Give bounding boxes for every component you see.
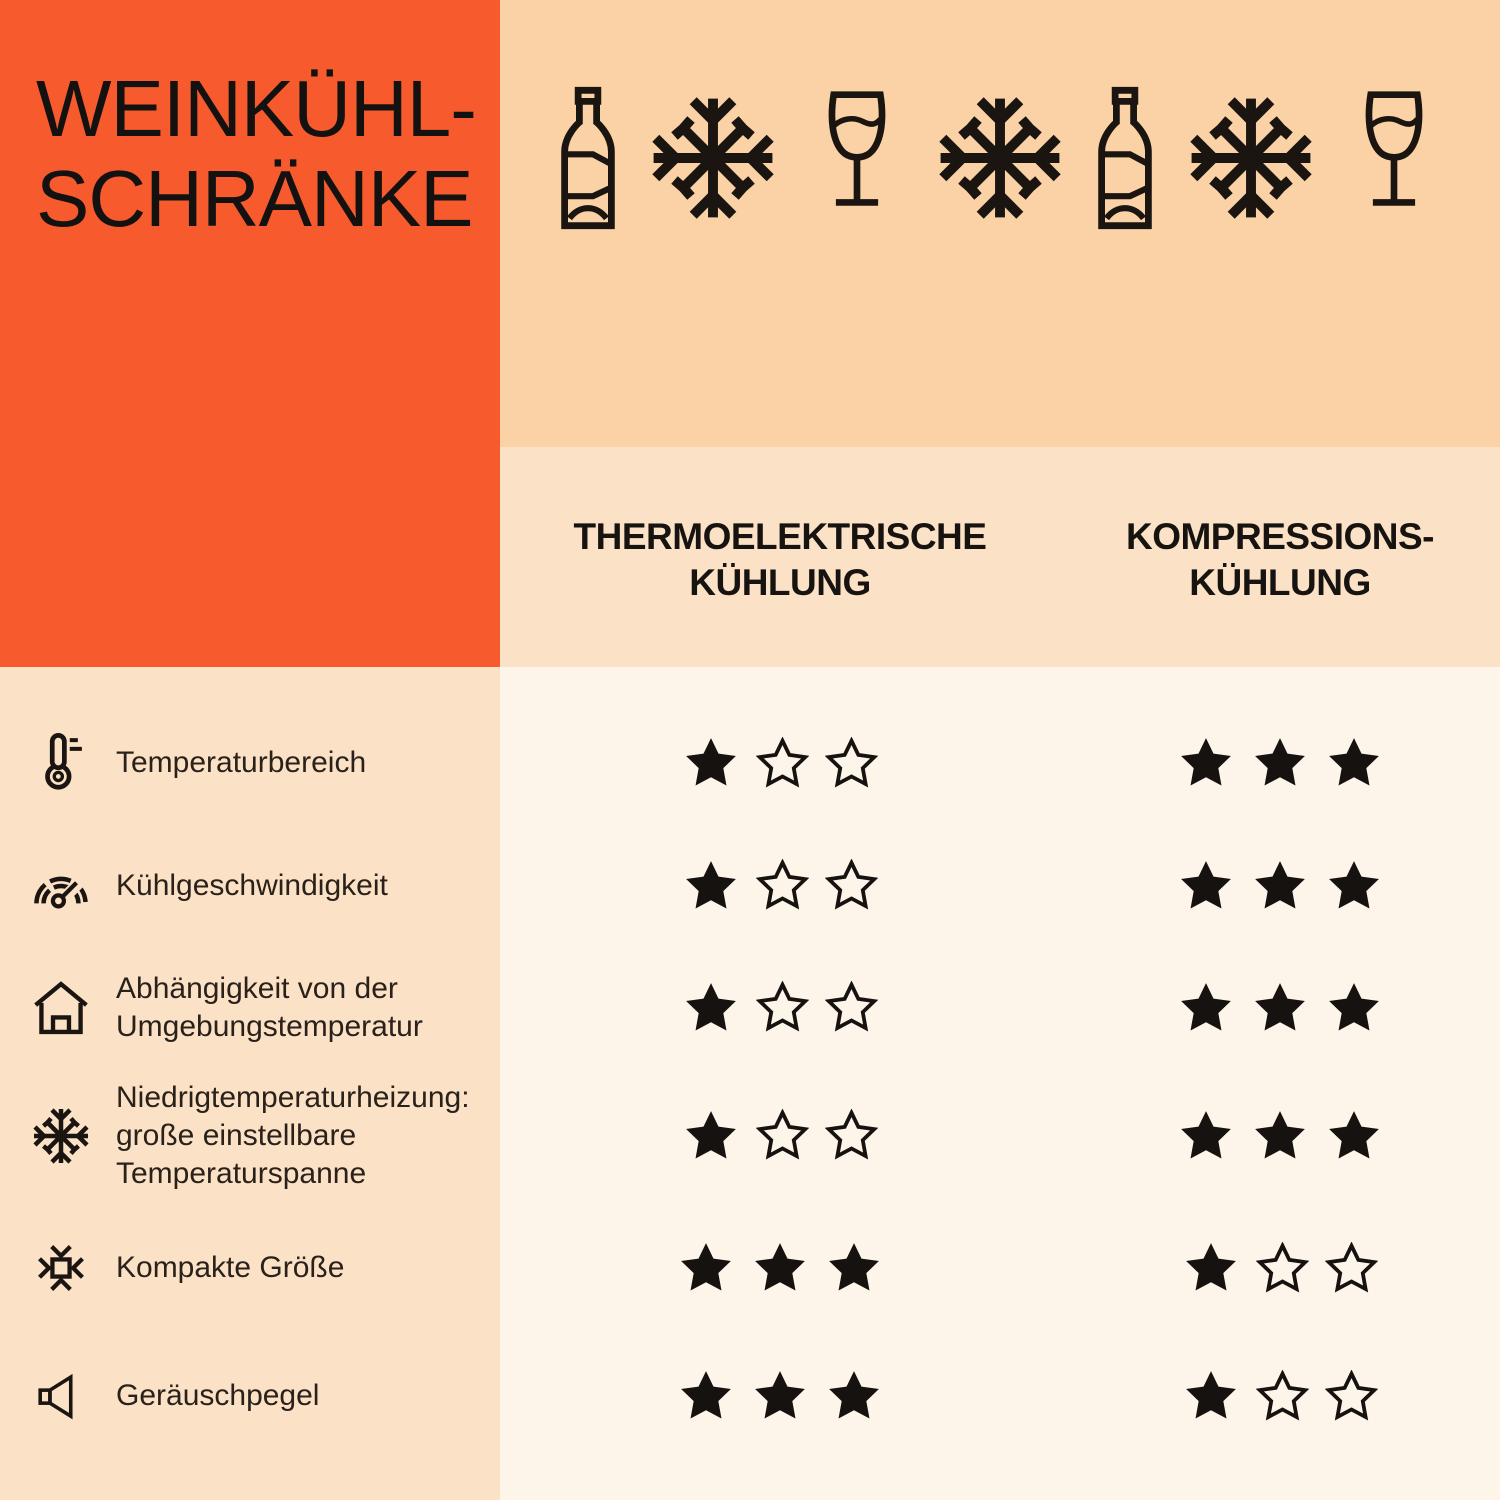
column-header-compression xyxy=(1060,447,1500,667)
column-header-line: THERMOELEKTRISCHE xyxy=(573,516,987,557)
star-filled-icon xyxy=(1325,1107,1383,1165)
star-filled-icon xyxy=(751,1367,809,1425)
star-outline-icon xyxy=(1256,1242,1309,1295)
star-outline-icon xyxy=(825,1109,878,1162)
criterion-label: Abhängigkeit von der Umgebungstemperatur xyxy=(116,971,423,1043)
rating-compression xyxy=(1060,946,1500,1069)
star-outline-icon xyxy=(756,981,809,1034)
star-filled-icon xyxy=(1325,979,1383,1037)
star-filled-icon xyxy=(1182,1239,1240,1297)
star-outline-icon xyxy=(756,1109,809,1162)
thermometer-icon xyxy=(30,730,92,796)
criterion-cell xyxy=(0,701,500,825)
snowflake-icon xyxy=(31,1106,91,1166)
rating-thermoelectric xyxy=(500,1202,1060,1334)
rating-compression xyxy=(1060,1069,1500,1202)
compress-icon xyxy=(31,1238,91,1298)
star-outline-icon xyxy=(1256,1370,1309,1423)
star-filled-icon xyxy=(825,1239,883,1297)
rating-thermoelectric xyxy=(500,946,1060,1069)
rating-compression xyxy=(1060,1334,1500,1458)
star-outline-icon xyxy=(1325,1242,1378,1295)
rating-compression xyxy=(1060,1202,1500,1334)
rating-thermoelectric xyxy=(500,825,1060,946)
rating-compression xyxy=(1060,701,1500,825)
gauge-icon xyxy=(30,862,92,910)
criterion-label: Temperaturbereich xyxy=(116,746,367,779)
star-outline-icon xyxy=(756,737,809,790)
column-header-line: KÜHLUNG xyxy=(689,562,871,603)
criterion-label: Kühlgeschwindigkeit xyxy=(116,868,388,902)
snowflake-icon xyxy=(30,1103,92,1169)
compress-icon xyxy=(30,1235,92,1301)
comparison-table xyxy=(0,667,1500,1500)
star-filled-icon xyxy=(1182,1367,1240,1425)
star-outline-icon xyxy=(825,859,878,912)
star-outline-icon xyxy=(825,981,878,1034)
wine-bottle-icon xyxy=(556,82,620,234)
column-header-line: KOMPRESSIONS- xyxy=(1125,516,1435,557)
house-icon xyxy=(30,975,92,1041)
star-filled-icon xyxy=(1177,1107,1235,1165)
star-filled-icon xyxy=(677,1367,735,1425)
snowflake-icon xyxy=(934,92,1066,224)
rating-thermoelectric xyxy=(500,701,1060,825)
page-title xyxy=(0,0,500,244)
star-outline-icon xyxy=(825,737,878,790)
star-filled-icon xyxy=(682,857,740,915)
rating-thermoelectric xyxy=(500,1069,1060,1202)
column-headers xyxy=(500,447,1500,667)
brand-panel xyxy=(0,0,500,667)
banner-icon-row xyxy=(500,82,1500,234)
star-filled-icon xyxy=(1325,734,1383,792)
star-filled-icon xyxy=(1177,734,1235,792)
star-filled-icon xyxy=(1325,857,1383,915)
criterion-cell xyxy=(0,1202,500,1334)
star-filled-icon xyxy=(751,1239,809,1297)
wine-glass-icon xyxy=(1344,89,1444,227)
criterion-label: Geräuschpegel xyxy=(116,1379,320,1412)
criterion-cell xyxy=(0,1334,500,1458)
criterion-label: Kompakte Größe xyxy=(116,1251,345,1284)
wine-glass-icon xyxy=(807,89,907,227)
snowflake-icon xyxy=(647,92,779,224)
star-outline-icon xyxy=(756,859,809,912)
column-header-line: KÜHLUNG xyxy=(1189,562,1371,603)
star-filled-icon xyxy=(682,734,740,792)
star-filled-icon xyxy=(1177,979,1235,1037)
criterion-label: Niedrigtemperaturheizung: große einstellbare Temperaturspanne xyxy=(116,1080,470,1190)
star-filled-icon xyxy=(682,979,740,1037)
house-icon xyxy=(32,979,90,1037)
wine-bottle-icon xyxy=(1093,82,1157,234)
icon-banner xyxy=(500,0,1500,447)
star-outline-icon xyxy=(1325,1370,1378,1423)
star-filled-icon xyxy=(1251,979,1309,1037)
criterion-cell xyxy=(0,946,500,1069)
star-filled-icon xyxy=(825,1367,883,1425)
snowflake-icon xyxy=(1185,92,1317,224)
gauge-icon xyxy=(30,853,92,919)
page-title-line2: SCHRÄNKE xyxy=(36,154,473,243)
star-filled-icon xyxy=(1251,734,1309,792)
speaker-icon xyxy=(35,1368,87,1424)
criterion-cell xyxy=(0,825,500,946)
star-filled-icon xyxy=(1251,1107,1309,1165)
star-filled-icon xyxy=(682,1107,740,1165)
star-filled-icon xyxy=(1177,857,1235,915)
criterion-cell xyxy=(0,1069,500,1202)
thermometer-icon xyxy=(33,732,89,794)
rating-thermoelectric xyxy=(500,1334,1060,1458)
column-header-thermoelectric xyxy=(500,447,1060,667)
star-filled-icon xyxy=(677,1239,735,1297)
star-filled-icon xyxy=(1251,857,1309,915)
page-title-line1: WEINKÜHL- xyxy=(36,64,476,153)
rating-compression xyxy=(1060,825,1500,946)
speaker-icon xyxy=(30,1363,92,1429)
